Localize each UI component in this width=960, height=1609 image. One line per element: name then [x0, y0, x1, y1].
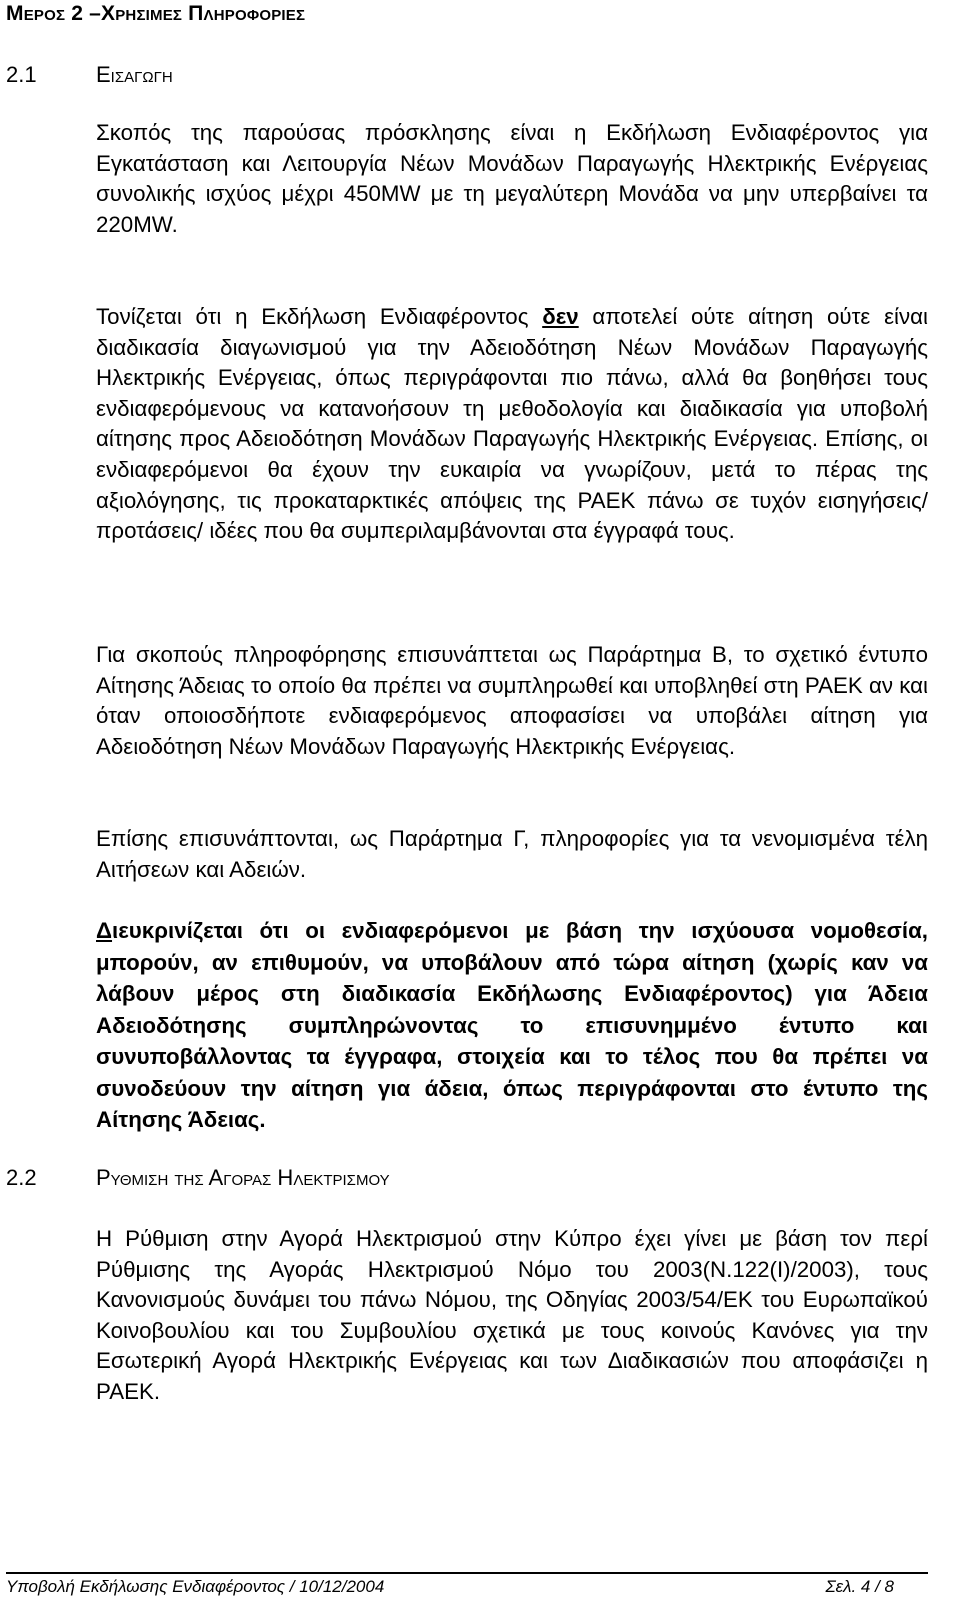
- paragraph-purpose: Σκοπός της παρούσας πρόσκλησης είναι η Εκδήλωση Ενδιαφέροντος για Εγκατάσταση και Λειτουργία Νέων Μονάδων Παραγωγής Ηλεκτρικής Ενέργειας συνολικής ισχύος μέχρι 450MW με τη μεγαλύτερη Μονάδα να μην υπερβαίνει τα 220MW.: [96, 120, 928, 237]
- paragraph-annex-c: Επίσης επισυνάπτονται, ως Παράρτημα Γ, πληροφορίες για τα νενομισμένα τέλη Αιτήσεων και Αδειών.: [96, 826, 928, 882]
- paragraph-emphasis-rest: αποτελεί ούτε αίτηση ούτε είναι διαδικασία διαγωνισμού για την Αδειοδότηση Νέων Μονάδων Παραγωγής Ηλεκτρικής Ενέργειας, όπως περιγράφονται πιο πάνω, αλλά θα βοηθήσει τους ενδιαφερόμενους να κατανοήσουν τη μεθοδολογία και διαδικασία για υποβολή αίτησης προς Αδειοδότηση Μονάδων Παραγωγής Ηλεκτρικής Ενέργειας. Επίσης, οι ενδιαφερόμενοι θα έχουν την ευκαιρία να γνωρίζουν, μετά το πέρας της αξιολόγησης, τις προκαταρκτικές απόψεις της ΡΑΕΚ πάνω σε τυχόν εισηγήσεις/ προτάσεις/ ιδέες που θα συμπεριλαμβάνονται στα έγγραφά τους.: [96, 304, 928, 544]
- part-title: Μερος 2 –Χρησιμεσ Πληροφοριεσ: [6, 2, 306, 25]
- footer-page-number: Σελ. 4 / 8: [825, 1577, 894, 1596]
- emphasis-word: δεν: [542, 304, 579, 329]
- paragraph-clarification: [96, 915, 928, 1136]
- paragraph-emphasis-start: Τονίζεται ότι η Εκδήλωση Ενδιαφέροντος: [96, 304, 543, 329]
- paragraph-emphasis: [96, 302, 928, 547]
- section-number: 2.1: [6, 62, 37, 87]
- section-title: Εισαγωγη: [96, 62, 173, 87]
- clarification-initial: Δ: [96, 918, 113, 943]
- paragraph-regulation: Η Ρύθμιση στην Αγορά Ηλεκτρισμού στην Κύπρο έχει γίνει με βάση τον περί Ρύθμισης της Αγοράς Ηλεκτρισμού Νόμο του 2003(Ν.122(Ι)/2003), τους Κανονισμούς δυνάμει του πάνω Νόμου, της Οδηγίας 2003/54/ΕΚ του Ευρωπαϊκού Κοινοβουλίου και του Συμβουλίου σχετικά με τους κοινούς Κανόνες για την Εσωτερική Αγορά Ηλεκτρικής Ενέργειας και των Διαδικασιών που αποφάσιζει η ΡΑΕΚ.: [96, 1226, 928, 1404]
- section-title: Ρυθμιση της Αγορας Ηλεκτρισμου: [96, 1165, 390, 1190]
- section-number: 2.2: [6, 1165, 37, 1190]
- clarification-text: ιευκρινίζεται ότι οι ενδιαφερόμενοι με βάση την ισχύουσα νομοθεσία, μπορούν, αν επιθυμούν, να υποβάλουν από τώρα αίτηση (χωρίς καν να λάβουν μέρος στη διαδικασία Εκδήλωσης Ενδιαφέροντος) για Άδεια Αδειοδότησης συμπληρώνοντας το επισυνημμένο έντυπο και συνυποβάλλοντας τα έγγραφα, στοιχεία και το τέλος που θα πρέπει να συνοδεύουν την αίτηση για άδεια, όπως περιγράφονται στο έντυπο της Αίτησης Άδειας.: [96, 918, 928, 1132]
- footer-document-info: Υποβολή Εκδήλωσης Ενδιαφέροντος / 10/12/2004: [6, 1577, 385, 1596]
- footer-divider: [6, 1572, 928, 1574]
- paragraph-annex-b: Για σκοπούς πληροφόρησης επισυνάπτεται ως Παράρτημα Β, το σχετικό έντυπο Αίτησης Άδειας το οποίο θα πρέπει να συμπληρωθεί και υποβληθεί στη ΡΑΕΚ αν και όταν οποιοσδήποτε ενδιαφερόμενος αποφασίσει να υποβάλει αίτηση για Αδειοδότηση Νέων Μονάδων Παραγωγής Ηλεκτρικής Ενέργειας.: [96, 642, 928, 759]
